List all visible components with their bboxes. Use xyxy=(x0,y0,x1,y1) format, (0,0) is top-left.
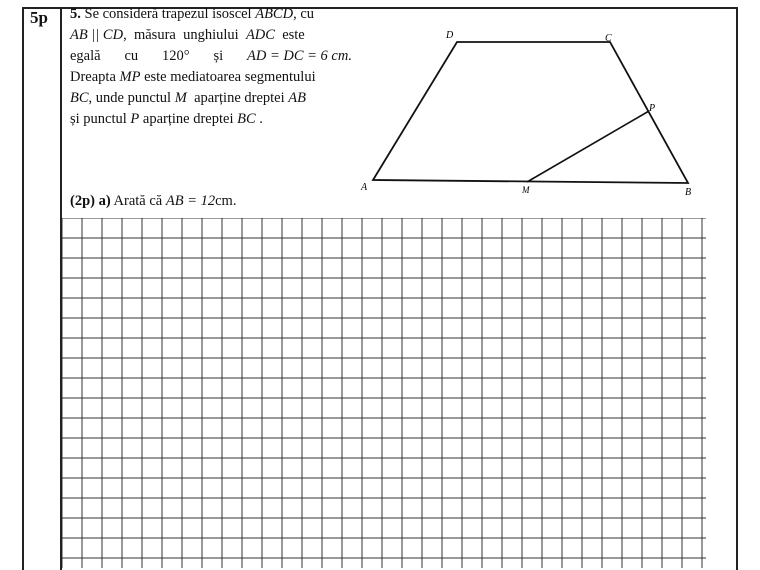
vertex-label-b: B xyxy=(685,187,692,198)
problem-text: Se consideră trapezul isoscel xyxy=(84,6,256,22)
problem-statement xyxy=(70,4,352,130)
point-label-p: P xyxy=(649,103,656,114)
math-expression: M xyxy=(174,90,187,106)
problem-text: cu xyxy=(124,48,139,64)
math-expression: AB = 12 xyxy=(165,193,216,209)
math-expression: BC xyxy=(70,90,89,106)
problem-line-4 xyxy=(70,67,352,88)
vertex-label-d: D xyxy=(446,30,454,41)
problem-line-3 xyxy=(70,46,352,67)
subquestion-letter: a) xyxy=(98,193,111,209)
point-label-m: M xyxy=(522,185,530,195)
trapezoid-figure xyxy=(355,25,705,205)
problem-text: și punctul xyxy=(70,111,131,127)
vertex-label-c: C xyxy=(605,33,612,44)
math-expression: P xyxy=(130,111,140,127)
subquestion-a xyxy=(70,193,236,210)
subquestion-score: (2p) xyxy=(70,193,95,209)
problem-text: este mediatoarea segmentului xyxy=(140,69,316,85)
problem-text: , măsura unghiului xyxy=(123,27,246,43)
trapezoid-abcd xyxy=(373,42,688,183)
problem-line-6 xyxy=(70,109,352,130)
segment-mp xyxy=(527,111,649,182)
problem-text: , cu xyxy=(293,6,315,22)
problem-text: este xyxy=(274,27,305,43)
math-expression: ABCD xyxy=(255,6,294,22)
problem-text: , unde punctul xyxy=(88,90,175,106)
right-border xyxy=(736,7,738,570)
left-border xyxy=(22,7,24,570)
problem-line-5 xyxy=(70,88,352,109)
problem-number: 5. xyxy=(70,6,81,22)
problem-text: aparține dreptei xyxy=(139,111,238,127)
vertex-label-a: A xyxy=(361,182,368,193)
math-expression: MP xyxy=(119,69,141,85)
math-expression: AB || CD xyxy=(70,27,124,43)
problem-text: 120° xyxy=(162,48,190,64)
problem-text: Dreapta xyxy=(70,69,120,85)
subquestion-text: Arată că xyxy=(110,193,166,209)
math-expression: AD = DC = 6 cm. xyxy=(247,48,352,64)
answer-grid[interactable] xyxy=(62,218,706,568)
problem-text: . xyxy=(255,111,263,127)
problem-line-2 xyxy=(70,25,352,46)
subquestion-unit: cm. xyxy=(215,193,237,209)
math-expression: ADC xyxy=(245,27,275,43)
problem-text: egală xyxy=(70,48,101,64)
problem-line-1 xyxy=(70,4,352,25)
problem-text: aparține dreptei xyxy=(186,90,289,106)
math-expression: BC xyxy=(237,111,256,127)
math-expression: AB xyxy=(288,90,306,106)
problem-text: și xyxy=(213,48,224,64)
points-label: 5p xyxy=(30,8,48,27)
